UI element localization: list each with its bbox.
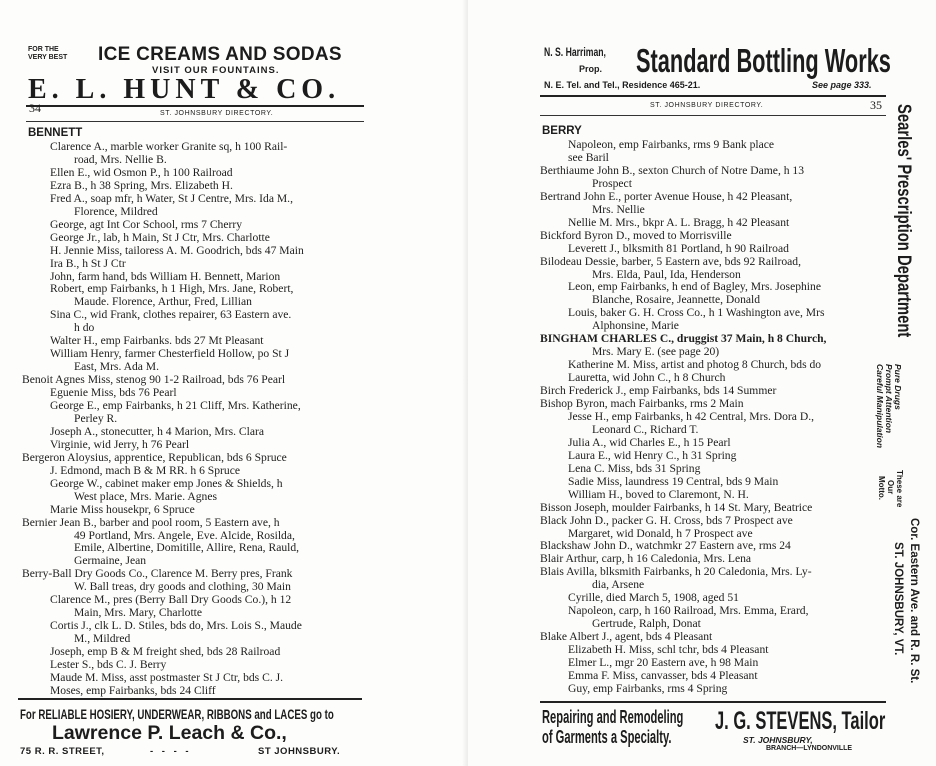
directory-entry: Birch Frederick J., emp Fairbanks, bds 14 Summer: [540, 384, 777, 398]
directory-entry: Laura E., wid Henry C., h 31 Spring: [568, 448, 737, 462]
side-ad-prompt: Prompt Attention: [884, 364, 894, 434]
directory-entry: Maude. Florence, Arthur, Fred, Lillian: [74, 295, 252, 309]
directory-entry: West place, Mrs. Marie. Agnes: [74, 489, 217, 503]
ad-leach-line1: For RELIABLE HOSIERY, UNDERWEAR, RIBBONS and LACES go to: [20, 707, 334, 722]
directory-entry: Robert, emp Fairbanks, h 1 High, Mrs. Jane, Robert,: [50, 282, 294, 296]
directory-entry: Emma F. Miss, canvasser, bds 4 Pleasant: [568, 668, 758, 682]
directory-entry: H. Jennie Miss, tailoress A. M. Goodrich, bds 47 Main: [50, 243, 304, 257]
directory-entry: George W., cabinet maker emp Jones & Shields, h: [50, 476, 283, 490]
ad-harriman-name: N. S. Harriman,: [544, 45, 606, 59]
directory-entry: Gertrude, Ralph, Donat: [592, 617, 701, 631]
directory-entry: Elmer L., mgr 20 Eastern ave, h 98 Main: [568, 656, 759, 669]
ad-see-page: See page 333.: [812, 80, 872, 90]
directory-entry: Julia A., wid Charles E., h 15 Pearl: [568, 435, 731, 449]
directory-entry: Ira B., h St J Ctr: [50, 256, 126, 270]
side-ad-city: ST. JOHNSBURY, VT.: [892, 542, 904, 656]
page-number: 34: [29, 101, 41, 115]
side-ad-motto1: These are: [895, 470, 904, 508]
side-ad-headline: Searles' Prescription Department: [893, 104, 914, 338]
directory-entry: Eguenie Miss, bds 76 Pearl: [50, 386, 177, 400]
directory-entry: Moses, emp Fairbanks, bds 24 Cliff: [50, 683, 216, 697]
ad-leach-dashes: - - - -: [150, 746, 192, 757]
directory-entry: Leon, emp Fairbanks, h end of Bagley, Mrs. Josephine: [568, 280, 821, 294]
directory-entry: Walter H., emp Fairbanks. bds 27 Mt Pleasant: [50, 334, 264, 348]
directory-entry: Virginie, wid Jerry, h 76 Pearl: [50, 437, 190, 451]
footer-rule: [540, 701, 886, 703]
directory-entry: BINGHAM CHARLES C., druggist 37 Main, h 8 Church,: [540, 332, 827, 346]
directory-entry: dia, Arsene: [592, 578, 645, 592]
ad-tag-line1: FOR THE: [28, 46, 59, 53]
directory-entry: Guy, emp Fairbanks, rms 4 Spring: [568, 681, 728, 695]
ad-stevens-line1: Repairing and Remodeling: [542, 707, 684, 727]
directory-entry: W. Ball treas, dry goods and clothing, 30 Main: [74, 580, 291, 594]
directory-entry: Mrs. Nellie: [592, 202, 645, 216]
directory-entry: Fred A., soap mfr, h Water, St J Centre, Mrs. Ida M.,: [50, 191, 293, 205]
section-heading: BERRY: [542, 125, 582, 137]
directory-entry: Napoleon, carp, h 160 Railroad, Mrs. Emma, Erard,: [568, 604, 809, 618]
directory-entry: Joseph A., stonecutter, h 4 Marion, Mrs. Clara: [50, 424, 264, 438]
directory-entry: Marie Miss housekpr, 6 Spruce: [50, 502, 195, 516]
directory-entry: George, agt Int Cor School, rms 7 Cherry: [50, 217, 243, 231]
directory-entry: Cyrille, died March 5, 1908, aged 51: [568, 591, 739, 605]
directory-entry: Ellen E., wid Osmon P., h 100 Railroad: [50, 165, 233, 179]
running-head-rule: [26, 121, 364, 122]
directory-entry: Jesse H., emp Fairbanks, h 42 Central, Mrs. Dora D.,: [568, 409, 815, 423]
side-ad-address: Cor. Eastern Ave. and R. R. St.: [908, 518, 920, 684]
directory-entry: Elizabeth H. Miss, schl tchr, bds 4 Pleasant: [568, 643, 769, 657]
directory-entry: Florence, Mildred: [74, 204, 158, 218]
directory-entry: Mrs. Mary E. (see page 20): [592, 345, 720, 359]
directory-entry: Benoit Agnes Miss, stenog 90 1-2 Railroad, bds 76 Pearl: [22, 373, 286, 387]
directory-entry: see Baril: [568, 150, 609, 164]
directory-entry: h do: [74, 321, 95, 335]
directory-entry: Prospect: [592, 176, 632, 190]
directory-entry: Alphonsine, Marie: [592, 319, 679, 333]
side-ad-motto3: Motto.: [877, 476, 886, 500]
running-head: ST. JOHNSBURY DIRECTORY.: [160, 110, 274, 117]
side-ad-motto2: Our: [886, 480, 895, 495]
running-head-rule: [540, 115, 886, 116]
directory-entry: Nellie M. Mrs., bkpr A. L. Bragg, h 42 Pleasant: [568, 215, 790, 229]
right-page: [468, 0, 936, 766]
directory-entry: Berthiaume John B., sexton Church of Notre Dame, h 13: [540, 163, 805, 177]
directory-entry: Bisson Joseph, moulder Fairbanks, h 14 St. Mary, Beatrice: [540, 500, 813, 514]
page-number: 35: [870, 98, 882, 112]
ad-leach-company: Lawrence P. Leach & Co.,: [52, 722, 287, 744]
header-rule: [540, 95, 886, 97]
ad-stevens-line2: of Garments a Specialty.: [542, 727, 672, 747]
directory-entry: Leonard C., Richard T.: [592, 422, 699, 436]
directory-entry: Bertrand John E., porter Avenue House, h 42 Pleasant,: [540, 189, 793, 203]
ad-leach-city: ST JOHNSBURY.: [258, 746, 341, 757]
ad-headline: ICE CREAMS AND SODAS: [98, 44, 342, 65]
directory-entry: William Henry, farmer Chesterfield Hollow, po St J: [50, 347, 290, 361]
side-ad-pure-drugs: Pure Drugs: [893, 364, 903, 410]
section-heading: BENNETT: [28, 127, 83, 139]
directory-entry: William H., boved to Claremont, N. H.: [568, 487, 749, 501]
ad-tag-line2: VERY BEST: [28, 54, 68, 61]
directory-entry: Lena C. Miss, bds 31 Spring: [568, 461, 701, 475]
directory-entry: Louis, baker G. H. Cross Co., h 1 Washington ave, Mrs: [568, 306, 825, 320]
directory-entry: Margaret, wid Donald, h 7 Prospect ave: [568, 526, 753, 540]
directory-entry: Blanche, Rosaire, Jeannette, Donald: [592, 293, 761, 307]
directory-entry: Napoleon, emp Fairbanks, rms 9 Bank place: [568, 138, 775, 151]
directory-entry: Mrs. Elda, Paul, Ida, Henderson: [592, 267, 741, 281]
directory-entry: Clarence M., pres (Berry Ball Dry Goods Co.), h 12: [50, 593, 292, 607]
directory-entry: Maude M. Miss, asst postmaster St J Ctr, bds C. J.: [50, 670, 284, 684]
header-rule: [26, 105, 364, 107]
directory-entry: Bickford Byron D., moved to Morrisville: [540, 228, 732, 242]
side-ad-careful: Careful Manipulation: [875, 364, 885, 449]
directory-entry: Sina C., wid Frank, clothes repairer, 63 Eastern ave.: [50, 308, 292, 322]
directory-entry: Bergeron Aloysius, apprentice, Republican, bds 6 Spruce: [22, 450, 287, 464]
ad-stevens-city: ST. JOHNSBURY,: [743, 735, 813, 745]
directory-entry: Blackshaw John D., watchmkr 27 Eastern ave, rms 24: [540, 539, 791, 553]
directory-entry: George E., emp Fairbanks, h 21 Cliff, Mrs. Katherine,: [50, 399, 301, 412]
directory-entry: Katherine M. Miss, artist and photog 8 Church, bds do: [568, 358, 822, 372]
directory-entry: Bishop Byron, mach Fairbanks, rms 2 Main: [540, 397, 744, 410]
directory-entry: Germaine, Jean: [74, 554, 147, 568]
directory-entry: Main, Mrs. Mary, Charlotte: [74, 606, 203, 620]
directory-entry: George Jr., lab, h Main, St J Ctr, Mrs. Charlotte: [50, 230, 270, 244]
directory-entry: Cortis J., clk L. D. Stiles, bds do, Mrs. Lois S., Maude: [50, 619, 302, 633]
directory-entry: East, Mrs. Ada M.: [74, 360, 160, 374]
directory-entry: Blais Avilla, blksmith Fairbanks, h 20 Caledonia, Mrs. Ly-: [540, 565, 812, 579]
directory-entry: Clarence A., marble worker Granite sq, h 100 Rail-: [50, 140, 288, 153]
directory-entry: 49 Portland, Mrs. Angele, Eve. Alcide, Rosilda,: [74, 528, 295, 542]
directory-entry: J. Edmond, mach B & M RR. h 6 Spruce: [50, 463, 241, 477]
ad-stevens-branch: BRANCH—LYNDONVILLE: [766, 745, 853, 752]
running-head: ST. JOHNSBURY DIRECTORY.: [650, 102, 764, 109]
ad-subline: VISIT OUR FOUNTAINS.: [152, 65, 280, 76]
directory-entry: M., Mildred: [74, 632, 131, 646]
directory-entry: Perley R.: [74, 411, 118, 425]
directory-entry: John, farm hand, bds William H. Bennett, Marion: [50, 269, 281, 283]
directory-entry: road, Mrs. Nellie B.: [74, 152, 167, 166]
ad-bottling-headline: Standard Bottling Works: [636, 42, 891, 79]
ad-prop: Prop.: [579, 64, 603, 74]
directory-entry: Lester S., bds C. J. Berry: [50, 658, 167, 671]
ad-stevens-company: J. G. STEVENS, Tailor: [715, 707, 886, 735]
ad-company: E. L. HUNT & CO.: [28, 74, 341, 105]
directory-entry: Joseph, emp B & M freight shed, bds 28 Railroad: [50, 645, 281, 659]
directory-entry: Bilodeau Dessie, barber, 5 Eastern ave, bds 92 Railroad,: [540, 254, 801, 268]
directory-entry: Lauretta, wid John C., h 8 Church: [568, 371, 726, 385]
directory-entry: Sadie Miss, laundress 19 Central, bds 9 Main: [568, 474, 779, 488]
directory-entry: Berry-Ball Dry Goods Co., Clarence M. Berry pres, Frank: [22, 567, 293, 581]
ad-leach-address: 75 R. R. STREET,: [20, 746, 105, 757]
directory-entry: Blake Albert J., agent, bds 4 Pleasant: [540, 630, 713, 644]
directory-entry: Leverett J., blksmith 81 Portland, h 90 Railroad: [568, 241, 789, 255]
directory-entry: Emile, Albertine, Domitille, Allire, Rena, Rauld,: [74, 541, 300, 555]
directory-entry: Ezra B., h 38 Spring, Mrs. Elizabeth H.: [50, 178, 233, 192]
footer-rule: [18, 698, 362, 700]
directory-entry: Bernier Jean B., barber and pool room, 5 Eastern ave, h: [22, 515, 280, 529]
directory-entry: Black John D., packer G. H. Cross, bds 7 Prospect ave: [540, 513, 793, 527]
directory-entry: Blair Arthur, carp, h 16 Caledonia, Mrs. Lena: [540, 552, 752, 566]
ad-phone: N. E. Tel. and Tel., Residence 465-21.: [544, 80, 701, 90]
